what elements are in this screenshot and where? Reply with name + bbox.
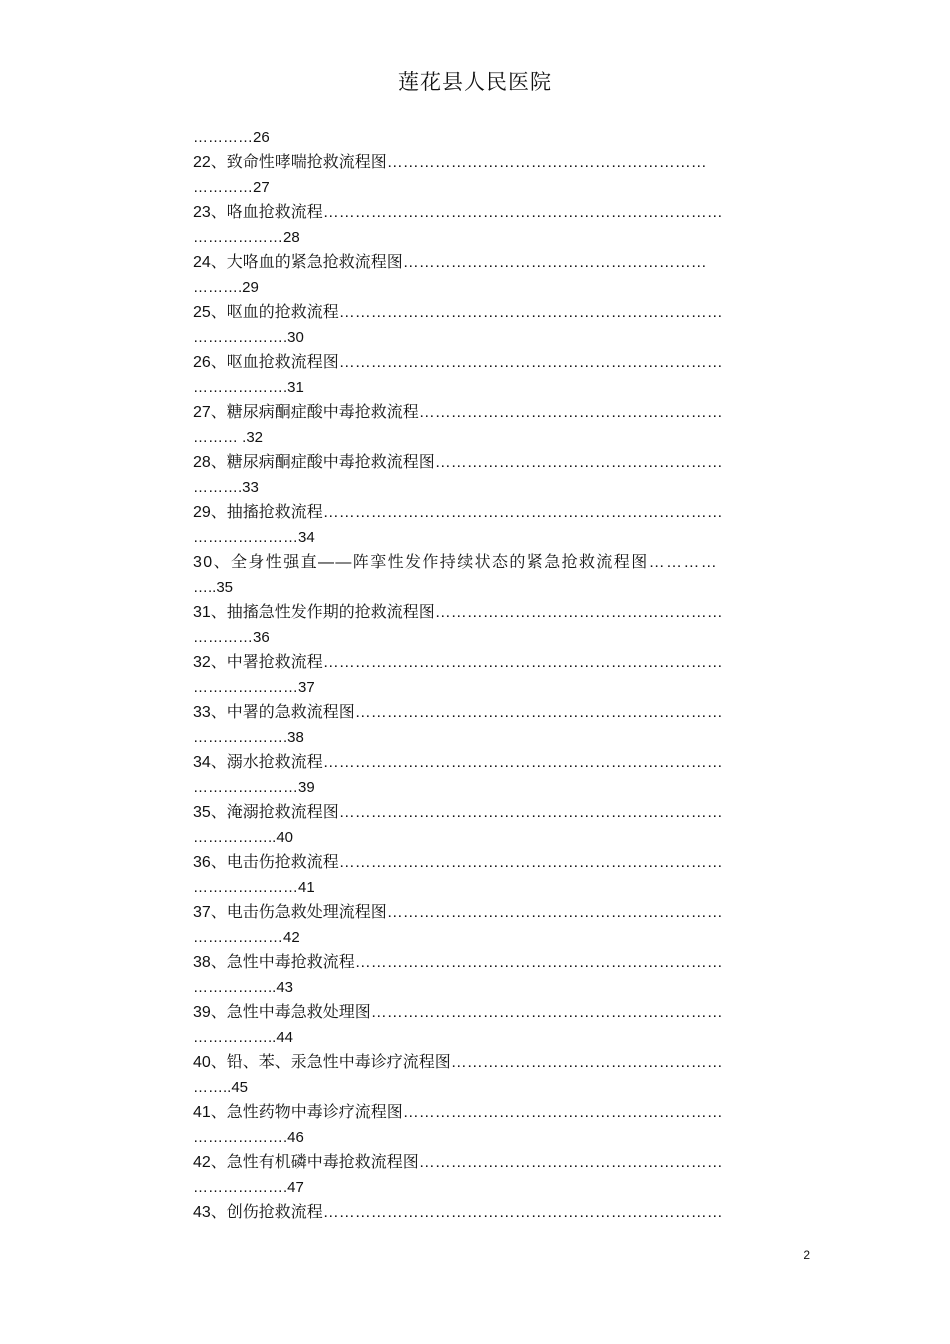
- toc-line: ……………..43: [193, 979, 294, 996]
- toc-line: 37、电击伤急救处理流程图………………………………………………………: [193, 904, 723, 921]
- toc-line: …………………34: [193, 529, 315, 546]
- toc-line: 36、电击伤抢救流程………………………………………………………………: [193, 854, 723, 871]
- toc-line: 27、糖尿病酮症酸中毒抢救流程…………………………………………………: [193, 404, 723, 421]
- toc-line: 22、致命性哮喘抢救流程图……………………………………………………: [193, 154, 707, 171]
- toc-line: ……..45: [193, 1079, 249, 1096]
- toc-line: 24、大咯血的紧急抢救流程图…………………………………………………: [193, 254, 707, 271]
- toc-line: …………………39: [193, 779, 315, 796]
- toc-line: ……………….31: [193, 379, 304, 396]
- toc-line: 41、急性药物中毒诊疗流程图……………………………………………………: [193, 1104, 723, 1121]
- toc-line: 40、铅、苯、汞急性中毒诊疗流程图……………………………………………: [193, 1054, 723, 1071]
- toc-line: ……………….30: [193, 329, 304, 346]
- page-number: 2: [803, 1248, 810, 1262]
- toc-line: ………………42: [193, 929, 300, 946]
- toc-line: …………36: [193, 629, 270, 646]
- toc-line: 38、急性中毒抢救流程……………………………………………………………: [193, 954, 723, 971]
- toc-line: 34、溺水抢救流程…………………………………………………………………: [193, 754, 723, 771]
- toc-line: 26、呕血抢救流程图………………………………………………………………: [193, 354, 723, 371]
- toc-line: …………27: [193, 179, 270, 196]
- toc-line: ……….29: [193, 279, 259, 296]
- toc-line: ……… .32: [193, 429, 264, 446]
- toc-line: …………………41: [193, 879, 315, 896]
- toc-line: 30、全身性强直——阵挛性发作持续状态的紧急抢救流程图…………: [193, 554, 719, 571]
- toc-line: ……………….46: [193, 1129, 304, 1146]
- toc-line: 29、抽搐抢救流程…………………………………………………………………: [193, 504, 723, 521]
- toc-line: …………………37: [193, 679, 315, 696]
- toc-line: 23、咯血抢救流程…………………………………………………………………: [193, 204, 723, 221]
- toc-line: 25、呕血的抢救流程………………………………………………………………: [193, 304, 723, 321]
- page-header-title: 莲花县人民医院: [398, 70, 552, 94]
- toc-line: 43、创伤抢救流程…………………………………………………………………: [193, 1204, 723, 1221]
- table-of-contents: [193, 125, 805, 1225]
- toc-line: 42、急性有机磷中毒抢救流程图…………………………………………………: [193, 1154, 723, 1171]
- toc-line: 28、糖尿病酮症酸中毒抢救流程图………………………………………………: [193, 454, 723, 471]
- toc-line: 39、急性中毒急救处理图…………………………………………………………: [193, 1004, 723, 1021]
- toc-line: ………………28: [193, 229, 300, 246]
- toc-line: 35、淹溺抢救流程图………………………………………………………………: [193, 804, 723, 821]
- toc-line: 33、中署的急救流程图……………………………………………………………: [193, 704, 723, 721]
- toc-line: ……………..40: [193, 829, 294, 846]
- toc-line: ……………….47: [193, 1179, 304, 1196]
- toc-line: …..35: [193, 579, 234, 596]
- toc-line: ……………….38: [193, 729, 304, 746]
- toc-line: ……….33: [193, 479, 259, 496]
- toc-line: …………26: [193, 129, 270, 146]
- toc-line: ……………..44: [193, 1029, 294, 1046]
- toc-line: 32、中署抢救流程…………………………………………………………………: [193, 654, 723, 671]
- toc-line: 31、抽搐急性发作期的抢救流程图………………………………………………: [193, 604, 723, 621]
